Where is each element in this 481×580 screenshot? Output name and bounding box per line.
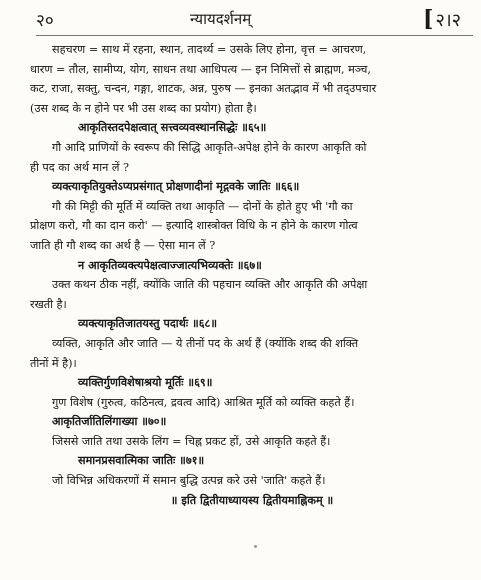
page-header [36, 8, 461, 34]
sutra-line: आकृतिस्तदपेक्षत्वात् सत्त्वव्यवस्थानसिद्धेः ॥६५॥ [78, 120, 267, 135]
text-line: रखती है। [30, 297, 67, 311]
section-bracket: [ [423, 6, 434, 32]
text-line: उक्त कथन ठीक नहीं, क्योंकि जाति की पहचान व्यक्ति और आकृति की अपेक्षा [52, 278, 368, 292]
print-speck [254, 545, 257, 548]
text-line: जो विभिन्न अधिकरणों में समान बुद्धि उत्पन्न करे उसे 'जाति' कहते हैं। [52, 474, 326, 488]
text-line: (उस शब्द के न होने पर भी उस शब्द का प्रयोग) होता है। [30, 101, 257, 115]
text-line: सहचरण = साथ में रहना, स्थान, तादर्थ्य = उसके लिए होना, वृत्त = आचरण, [52, 43, 367, 56]
text-line: व्यक्ति, आकृति और जाति — ये तीनों पद के अर्थ हैं (क्योंकि शब्द की शक्ति [52, 336, 359, 350]
text-line: गौ की मिट्टी की मूर्ति में व्यक्ति तथा आकृति — दोनों के होते हुए भी 'गौ का [52, 199, 353, 213]
sutra-line: व्यक्त्याकृतिजातयस्तु पदार्थः ॥६८॥ [78, 316, 218, 331]
text-line: तीनों में है)। [30, 356, 77, 370]
page-number: २० [36, 11, 54, 31]
text-line: जिससे जाति तथा उसके लिंग = चिह्न प्रकट हों, उसे आकृति कहते हैं। [52, 434, 331, 448]
text-line: गौ आदि प्राणियों के स्वरूप की सिद्धि आकृति-अपेक्ष होने के कारण आकृति को [52, 140, 367, 154]
sutra-line: ॥ इति द्वितीयाध्यायस्य द्वितीयमाह्निकम् ॥ [170, 492, 334, 507]
sutra-line: समानप्रसवात्मिका जातिः ॥७१॥ [78, 453, 205, 468]
text-line: कट, राजा, सक्तु, चन्दन, गङ्गा, शाटक, अन्न, पुरुष — इनका अतद्भाव में भी तद्उपचार [30, 82, 377, 96]
running-title: न्यायदर्शनम् [190, 10, 252, 28]
text-line: धारण = तौल, सामीप्य, योग, साधन तथा आधिपत्य — इन निमित्तों से ब्राह्मण, मञ्च, [30, 62, 371, 76]
sutra-line: आकृतिर्जातिलिंगाख्या ॥७०॥ [52, 414, 167, 429]
text-line: गुण विशेष (गुरुत्व, कठिनत्व, द्रवत्व आदि) आश्रित मूर्ति को व्यक्ति कहते हैं। [52, 395, 355, 409]
sutra-line: व्यक्तिर्गुणविशेषाश्रयो मूर्तिः ॥६९॥ [78, 375, 213, 390]
header-rule [36, 35, 473, 36]
section-number: २।२ [435, 10, 461, 31]
sutra-line: व्यक्त्याकृतियुक्तेऽप्यप्रसंगात् प्रोक्षणादीनां मृद्गवके जातिः ॥६६॥ [52, 179, 300, 194]
page-body [30, 40, 474, 510]
section-reference [423, 6, 461, 32]
text-line: जाति ही गौ शब्द का अर्थ है — ऐसा मान लें ? [30, 238, 216, 252]
text-line: प्रोक्षण करो, गौ का दान करो' — इत्यादि शास्त्रोक्त विधि के न होने के कारण गोत्व [30, 219, 358, 233]
text-line: ही पद का अर्थ मान लें ? [30, 160, 130, 174]
sutra-line: न आकृतिव्यक्त्यपेक्षत्वाज्जात्यभिव्यक्तेः ॥६७॥ [78, 257, 262, 272]
